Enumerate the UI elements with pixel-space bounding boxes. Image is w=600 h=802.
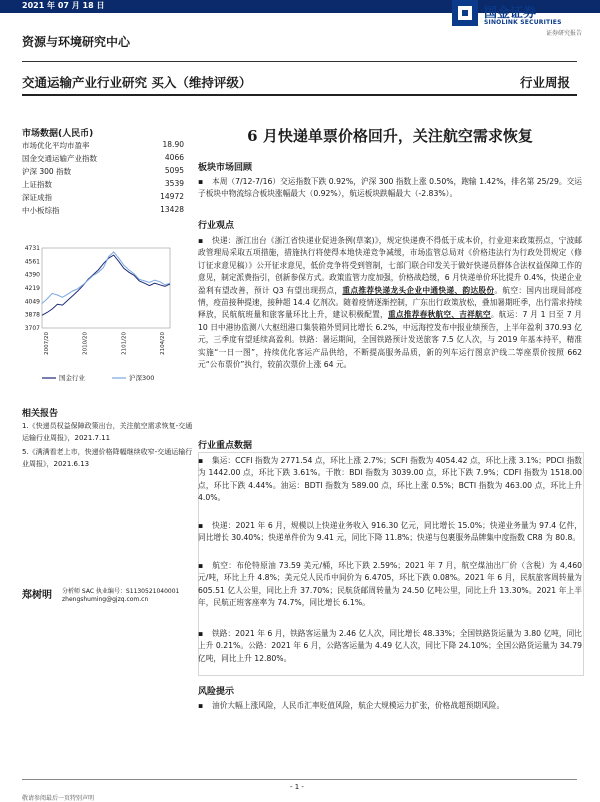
page-number: - 1 -: [290, 783, 304, 791]
legend-label: 沪深300: [129, 374, 155, 382]
market-row: 深证成指 14972: [22, 192, 184, 202]
market-row: 上证指数 3539: [22, 179, 184, 189]
related-report-item[interactable]: 1.《快递员权益保障政策出台，关注航空需求恢复-交通运输行业周报》，2021.7.11: [22, 422, 193, 442]
y-tick-label: 4731: [24, 245, 40, 252]
key-data-item: ▪ 航空：布伦特原油 73.59 美元/桶，环比下跌 2.59%；2021 年 7 月，航空煤油出厂价（含税）为 4,460 元/吨，环比上升 4.8%；美元兑人民币中间价为 6.4705，环比下跌 0.08%。2021 年 6 月，民航旅客周转量为 605.51 亿人公里，同比上升 37.70%；民航货邮周转量为 24.50 亿吨公里，同比上升 13.30%。2021 年上半年，民航正班客座率为 74.7%，同比增长 6.1%。: [198, 561, 582, 608]
title-divider: [22, 94, 577, 96]
related-report-item[interactable]: 5.《满满看老上市，快递价格降幅继续收窄-交通运输行业周报》，2021.6.13: [22, 448, 193, 468]
series-line-csi300: [42, 252, 170, 304]
section-risk: 风险提示: [198, 687, 235, 697]
index-chart: [20, 240, 188, 388]
logo-subtitle: 证券研究报告: [545, 30, 582, 37]
analyst-email[interactable]: zhengshuming@gjzq.com.cn: [62, 596, 149, 603]
key-data-item: ▪ 铁路：2021 年 6 月，铁路客运量为 2.46 亿人次，同比增长 48.33%；全国铁路货运量为 3.80 亿吨，同比上升 0.21%。公路：2021 年 6 月，公路客运量为 4.49 亿人次，同比下降 24.10%；全国公路货运量为 34.79 亿吨，同比上升 12.80%。: [198, 629, 582, 663]
legend-label: 国金行业: [59, 374, 85, 382]
footer-divider: [22, 779, 577, 780]
x-tick-label: 2104/20: [160, 332, 166, 355]
analyst-name: 郑树明: [22, 590, 52, 601]
header-divider: [22, 61, 577, 62]
market-row: 中小板综指 13428: [22, 205, 184, 215]
x-tick-label: 2101/20: [121, 332, 128, 355]
section-review: 板块市场回顾: [198, 163, 253, 173]
index-chart-svg: [20, 240, 188, 388]
y-tick-label: 4219: [24, 285, 40, 292]
section-view: 行业观点: [198, 221, 235, 231]
market-row: 沪深 300 指数 5095: [22, 166, 184, 176]
report-date: 2021 年 07 月 18 日: [22, 1, 105, 10]
brand-logo: [452, 0, 582, 40]
market-data-title: 市场数据(人民币): [22, 129, 94, 139]
footer-note: 敬请参阅最后一页特别声明: [22, 795, 95, 802]
research-center: 资源与环境研究中心: [22, 35, 131, 49]
logo-english: SINOLINK SECURITIES: [484, 19, 562, 26]
section-key-data: 行业重点数据: [198, 441, 253, 451]
analyst-cert: 分析师 SAC 执业编号：S1130521040001: [62, 588, 180, 595]
y-tick-label: 4561: [24, 258, 40, 266]
market-row: 市场优化平均市盈率 18.90: [22, 140, 184, 150]
x-tick-label: 2010/20: [82, 332, 89, 355]
report-type: 行业周报: [519, 75, 570, 90]
market-row: 国金交通运输产业指数 4066: [22, 153, 184, 163]
view-paragraph: ▪ 快递：浙江出台《浙江省快递业促进条例(草案)》，规定快递费不得低于成本价，行业迎来政策拐点，宁波邮政管理局采取五项措施，措施执行将使得本地快递竞争减缓，市场监管总局对《价格违法行为行政处罚规定（修订征求意见稿）》公开征求意见，低价竞争将受到管制，七部门联合印发关于做好快递员群体合法权益保障工作的意见，制定派费指引，创新参保方式。政策监管力度加强，价格战趋缓，6 月快递单价环比提升 0.4%，快递企业盈利有望改善，预计 Q3 有望出现拐点，重点推荐快递龙头企业中通快递、韵达股份。航空：国内出现局部疫情，疫苗接种提速，接种超 14.4 亿剂次。随着疫情逐渐控制，广东出行政策放松，叠加暑期旺季，出行需求持续释放，民航航班量和旅客量环比上升，建议积极配置，重点推荐春秋航空、吉祥航空。航运：7 月 1 日至 7 月 10 日中港协监测八大枢纽港口集装箱外贸同比增长 6.2%，中远海控发布中报业绩预告，上半年盈利 370.93 亿元，三季度有望延续高盈利。铁路：暑运期间，全国铁路预计发送旅客 7.5 亿人次，与 2019 年基本持平，精准实施“一日一图”，持续优化客运产品供给，不断提高服务品质，新的列车运行图京沪线二等座票价按照 662 元“公布票价”执行，较前次票价上涨 64 元。: [198, 236, 582, 370]
x-tick-label: 2007/20: [44, 332, 50, 355]
y-tick-label: 3878: [24, 311, 40, 319]
y-tick-label: 3707: [24, 325, 40, 332]
key-data-item: ▪ 集运：CCFI 指数为 2771.54 点，环比上涨 2.7%；SCFI 指数为 4054.42 点，环比上涨 3.1%；PDCI 指数为 1442.00 点，环比下跌 3.61%。干散：BDI 指数为 3039.00 点，环比下跌 7.9%；CDFI 指数为 1518.00 点，环比下跌 4.44%。油运：BDTI 指数为 589.00 点，环比上涨 0.5%；BCTI 指数为 463.00 点，环比上升 4.0%。: [198, 456, 582, 503]
logo-chinese: 国金证券: [484, 6, 537, 21]
key-data-item: ▪ 快递：2021 年 6 月，规模以上快递业务收入 916.30 亿元，同比增长 15.0%；快递业务量为 97.4 亿件，同比增长 30.40%；快递单件价为 9.41 元，同比下降 11.8%；快递与包裹服务品牌集中度指数 CR8 为 80.8。: [198, 521, 582, 543]
y-tick-label: 4390: [24, 271, 40, 279]
main-title: 6 月快递单票价格回升，关注航空需求恢复: [247, 127, 533, 145]
y-tick-label: 4049: [24, 298, 40, 306]
risk-paragraph: ▪ 油价大幅上涨风险，人民币汇率贬值风险，航企大规模运力扩张，价格战超预期风险。: [198, 701, 505, 710]
plot-frame: [42, 248, 170, 328]
series-line-industry: [42, 255, 170, 315]
review-paragraph: ▪ 本周（7/12-7/16）交运指数下跌 0.92%，沪深 300 指数上涨 0.50%，跑输 1.42%，排名第 25/29。交运子板块中物流综合板块涨幅最大（0.92%），航运板块跌幅最大（-2.83%）。: [198, 177, 582, 199]
report-title: 交通运输产业行业研究 买入（维持评级）: [22, 75, 252, 90]
related-reports-title: 相关报告: [22, 409, 59, 419]
logo-mark-icon: [452, 0, 478, 26]
